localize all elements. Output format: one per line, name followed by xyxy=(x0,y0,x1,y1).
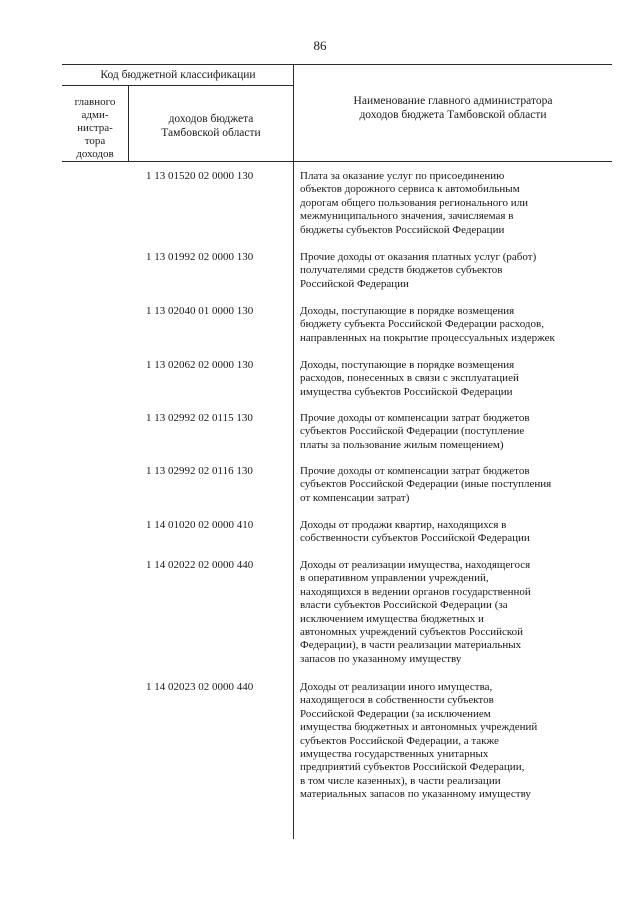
row-code: 1 13 02062 02 0000 130 xyxy=(146,359,254,371)
row-name: Доходы от реализации имущества, находящегося в оперативном управлении учреждений, находящихся в ведении органов государственной власти субъектов Российской Федерации (за исключением имущества бюджетных и автономных учреждений субъектов Российской Федерации), в части реализации материальных запасов по указанному имуществу xyxy=(300,559,531,665)
group-title: Код бюджетной классификации xyxy=(100,69,256,81)
page-number: 86 xyxy=(313,38,327,53)
row-name: Доходы от продажи квартир, находящихся в собственности субъектов Российской Федерации xyxy=(300,519,530,545)
row-code: 1 14 01020 02 0000 410 xyxy=(146,519,254,531)
row-name: Прочие доходы от компенсации затрат бюджетов субъектов Российской Федерации (поступление платы за пользование жилым помещением) xyxy=(300,412,530,451)
row-name: Доходы, поступающие в порядке возмещения расходов, понесенных в связи с эксплуатацией имущества субъектов Российской Федерации xyxy=(300,359,519,398)
row-code: 1 13 02992 02 0116 130 xyxy=(146,465,253,477)
header-col3: Наименование главного администратора доходов бюджета Тамбовской области xyxy=(353,95,553,121)
row-name: Прочие доходы от компенсации затрат бюджетов субъектов Российской Федерации (иные поступления от компенсации затрат) xyxy=(300,465,552,504)
row-code: 1 13 02040 01 0000 130 xyxy=(146,305,254,317)
header-bottom-rule xyxy=(62,161,612,162)
row-code: 1 13 02992 02 0115 130 xyxy=(146,412,253,424)
header-col2: доходов бюджета Тамбовской области xyxy=(161,113,261,139)
row-code: 1 13 01520 02 0000 130 xyxy=(146,170,254,182)
col2-divider xyxy=(293,64,294,839)
row-code: 1 14 02022 02 0000 440 xyxy=(146,559,254,571)
row-name: Плата за оказание услуг по присоединению объектов дорожного сервиса к автомобильным дорогам общего пользования регионального или межмуниципального значения, зачисляемая в бюджеты субъектов Российской Федерации xyxy=(300,170,528,236)
group-header-rule xyxy=(62,85,294,86)
row-name: Прочие доходы от оказания платных услуг (работ) получателями средств бюджетов субъектов Российской Федерации xyxy=(300,251,537,290)
row-code: 1 13 01992 02 0000 130 xyxy=(146,251,254,263)
row-code: 1 14 02023 02 0000 440 xyxy=(146,681,254,693)
table-top-rule xyxy=(62,64,612,65)
row-name: Доходы, поступающие в порядке возмещения бюджету субъекта Российской Федерации расходов, направленных на покрытие процессуальных издержек xyxy=(300,305,555,344)
header-col1: главного адми- нистра- тора доходов xyxy=(74,96,116,160)
row-name: Доходы от реализации иного имущества, находящегося в собственности субъектов Российской Федерации (за исключением имущества бюджетных и автономных учреждений субъектов Российской Федерации, а также имущества государственных унитарных предприятий субъектов Российской Федерации, в том числе казенных), в части реализации материальных запасов по указанному имуществу xyxy=(300,681,538,801)
